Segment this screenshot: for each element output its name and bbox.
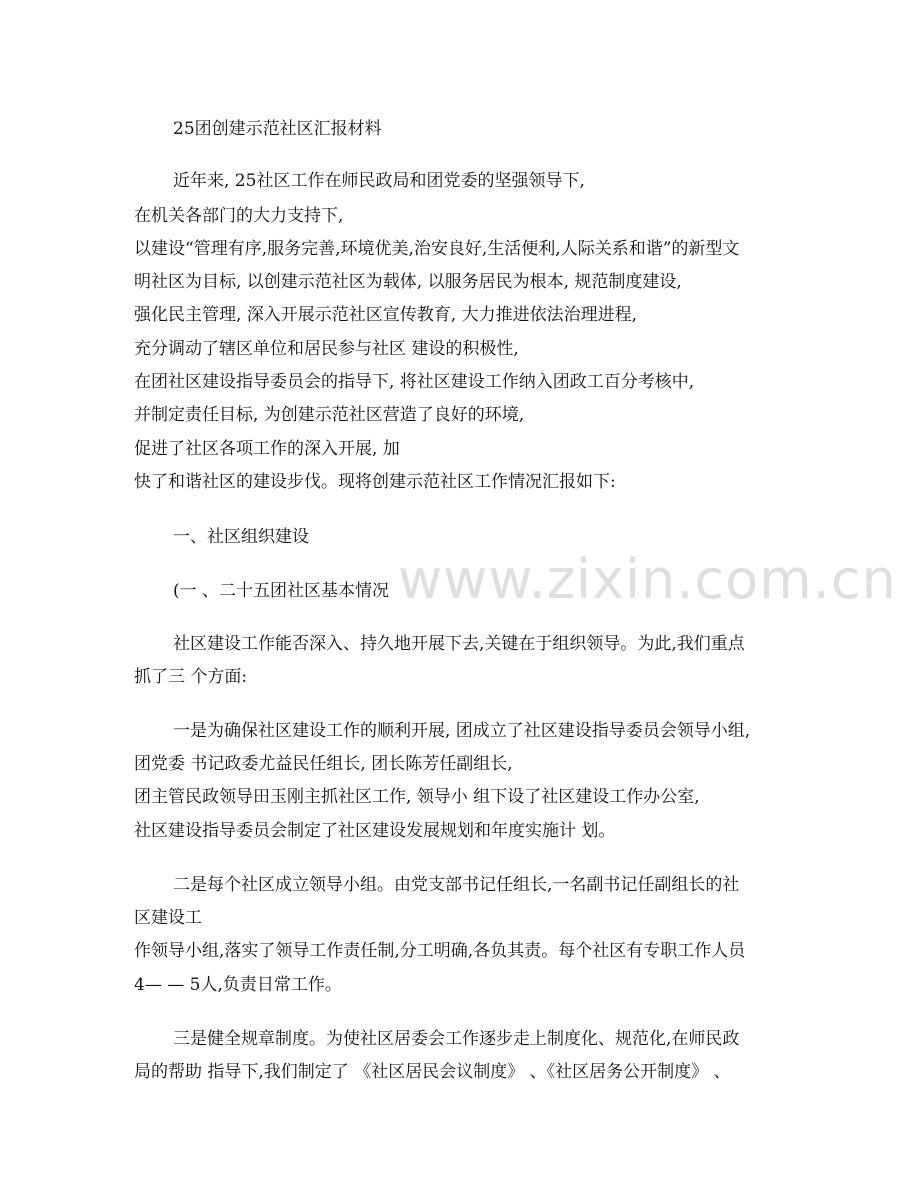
watermark: www.zixin.com.cn (398, 548, 897, 611)
section-heading: 一、社区组织建设 (173, 527, 309, 547)
paragraph-line: 团主管民政领导田玉刚主抓社区工作, 领导小 组下设了社区建设工作办公室, (134, 787, 700, 807)
intro-line: 在团社区建设指导委员会的指导下, 将社区建设工作纳入团政工百分考核中, (134, 372, 695, 392)
paragraph-line: 社区建设工作能否深入、持久地开展下去,关键在于组织领导。为此,我们重点 (173, 634, 745, 654)
paragraph-line: 局的帮助 指导下,我们制定了 《社区居民会议制度》 、《社区居务公开制度》 、 (134, 1062, 731, 1082)
intro-line: 快了和谐社区的建设步伐。现将创建示范社区工作情况汇报如下: (134, 472, 616, 492)
paragraph-line: 4— — 5人,负责日常工作。 (134, 975, 342, 995)
paragraph-line: 二是每个社区成立领导小组。由党支部书记任组长,一名副书记任副组长的社 (173, 875, 740, 895)
intro-line: 近年来, 25社区工作在师民政局和团党委的坚强领导下, (173, 171, 585, 191)
paragraph-line: 社区建设指导委员会制定了社区建设发展规划和年度实施计 划。 (134, 821, 616, 841)
paragraph-line: 三是健全规章制度。为使社区居委会工作逐步走上制度化、规范化,在师民政 (173, 1029, 740, 1049)
intro-line: 在机关各部门的大力支持下, (134, 206, 344, 226)
intro-line: 充分调动了辖区单位和居民参与社区 建设的积极性, (134, 339, 519, 359)
paragraph-line: 一是为确保社区建设工作的顺利开展, 团成立了社区建设指导委员会领导小组, (173, 721, 751, 741)
intro-line: 强化民主管理, 深入开展示范社区宣传教育, 大力推进依法治理进程, (134, 305, 638, 325)
intro-line: 并制定责任目标, 为创建示范社区营造了良好的环境, (134, 405, 525, 425)
intro-line: 明社区为目标, 以创建示范社区为载体, 以服务居民为根本, 规范制度建设, (134, 272, 682, 292)
paragraph-line: 作领导小组,落实了领导工作责任制,分工明确,各负其责。每个社区有专职工作人员 (134, 941, 746, 961)
paragraph-line: 抓了三 个方面: (134, 667, 248, 687)
paragraph-line: 区建设工 (134, 908, 202, 928)
paragraph-line: 团党委 书记政委尤益民任组长, 团长陈芳任副组长, (134, 754, 513, 774)
document-title: 25团创建示范社区汇报材料 (173, 119, 382, 139)
intro-line: 促进了社区各项工作的深入开展, 加 (134, 439, 400, 459)
subsection-heading: (一 、二十五团社区基本情况 (173, 581, 390, 601)
intro-line: 以建设“管理有序,服务完善,环境优美,治安良好,生活便利,人际关系和谐”的新型文 (134, 239, 740, 259)
